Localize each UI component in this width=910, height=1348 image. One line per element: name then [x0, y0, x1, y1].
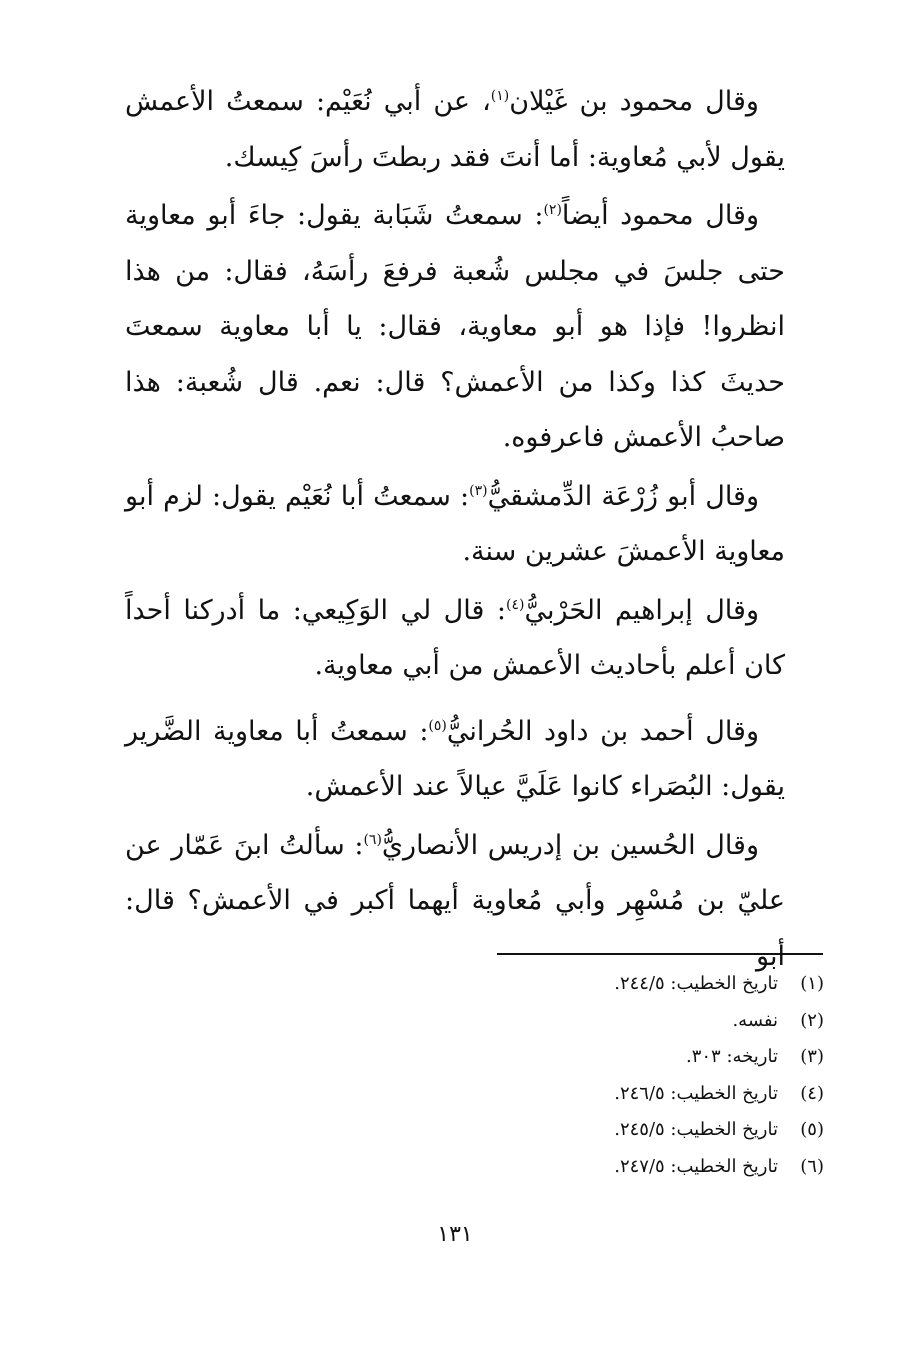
footnote-reference: (٣) [469, 482, 488, 499]
footnote-item [324, 1112, 824, 1149]
paragraph-text: : سمعتُ أبا معاوية الضَّرير يقول: البُصَراء كانوا عَلَيَّ عيالاً عند الأعمش. [125, 715, 785, 802]
footnote-reference: (٢) [543, 202, 562, 218]
footnote-separator [497, 953, 823, 955]
footnote-text: تاريخه: ٣٠٣. [685, 1046, 778, 1067]
paragraph-text: وقال الحُسين بن إدريس الأنصاريُّ [381, 829, 759, 861]
paragraph [125, 583, 785, 694]
paragraph-text: : سمعتُ شَبَابة يقول: جاءَ أبو معاوية حتى جلسَ في مجلس شُعبة فرفعَ رأسَهُ، فقال: من هذا انظروا! فإذا هو أبو معاوية، فقال: يا أبا معاوية سمعتَ حديثَ كذا وكذا من الأعمش؟ قال: نعم. قال شُعبة: هذا صاحبُ الأعمش فاعرفوه. [125, 200, 785, 453]
paragraph [125, 74, 785, 185]
footnote-text: نفسه. [732, 1009, 778, 1031]
paragraph-text: وقال محمود أيضاً [561, 200, 759, 231]
paragraph-text: وقال إبراهيم الحَرْبيُّ [524, 594, 759, 626]
footnote-text: تاريخ الخطيب: ٢٤٤/٥. [614, 973, 778, 994]
footnote-number: (٤) [800, 1082, 824, 1104]
paragraph-text: وقال أبو زُرْعَة الدِّمشقيُّ [487, 480, 759, 512]
paragraph [125, 188, 785, 466]
footnote-number: (١) [800, 973, 824, 994]
footnote-text: تاريخ الخطيب: ٢٤٧/٥. [614, 1155, 778, 1177]
footnote-item [324, 1076, 824, 1113]
paragraph-text: وقال أحمد بن داود الحُرانيُّ [446, 715, 759, 747]
paragraph [125, 818, 785, 985]
paragraph-text: ، عن أبي نُعَيْم: سمعتُ الأعمش يقول لأبي مُعاوية: أما أنتَ فقد ربطتَ رأسَ كِيسك. [125, 86, 785, 173]
main-text [125, 74, 785, 984]
footnote-reference: (٥) [428, 717, 447, 734]
footnote-text: تاريخ الخطيب: ٢٤٦/٥. [614, 1082, 778, 1104]
footnote-item [324, 966, 824, 1003]
footnotes-list [324, 966, 824, 1185]
footnote-number: (٥) [800, 1119, 824, 1140]
footnote-number: (٦) [800, 1155, 824, 1177]
footnote-number: (٣) [800, 1046, 824, 1067]
paragraph [125, 704, 785, 815]
footnote-number: (٢) [800, 1009, 824, 1031]
footnote-reference: (١) [490, 88, 510, 104]
paragraph-text: : سألتُ ابنَ عَمّار عن عليّ بن مُسْهِر وأبي مُعاوية أيهما أكبر في الأعمش؟ قال: أبو [125, 829, 785, 972]
footnote-text: تاريخ الخطيب: ٢٤٥/٥. [614, 1119, 778, 1140]
paragraph [125, 469, 785, 580]
footnote-reference: (٦) [363, 831, 382, 848]
footnote-item [324, 1003, 824, 1040]
footnote-reference: (٤) [505, 596, 525, 613]
footnote-item [324, 1039, 824, 1076]
paragraph-text: : قال لي الوَكِيعي: ما أدركنا أحداً كان أعلم بأحاديث الأعمش من أبي معاوية. [125, 594, 785, 681]
paragraph-text: : سمعتُ أبا نُعَيْم يقول: لزم أبو معاوية الأعمشَ عشرين سنة. [125, 480, 785, 567]
paragraph-text: وقال محمود بن غَيْلان [509, 86, 759, 117]
footnote-item [324, 1149, 824, 1186]
page-number: ١٣١ [437, 1222, 473, 1247]
